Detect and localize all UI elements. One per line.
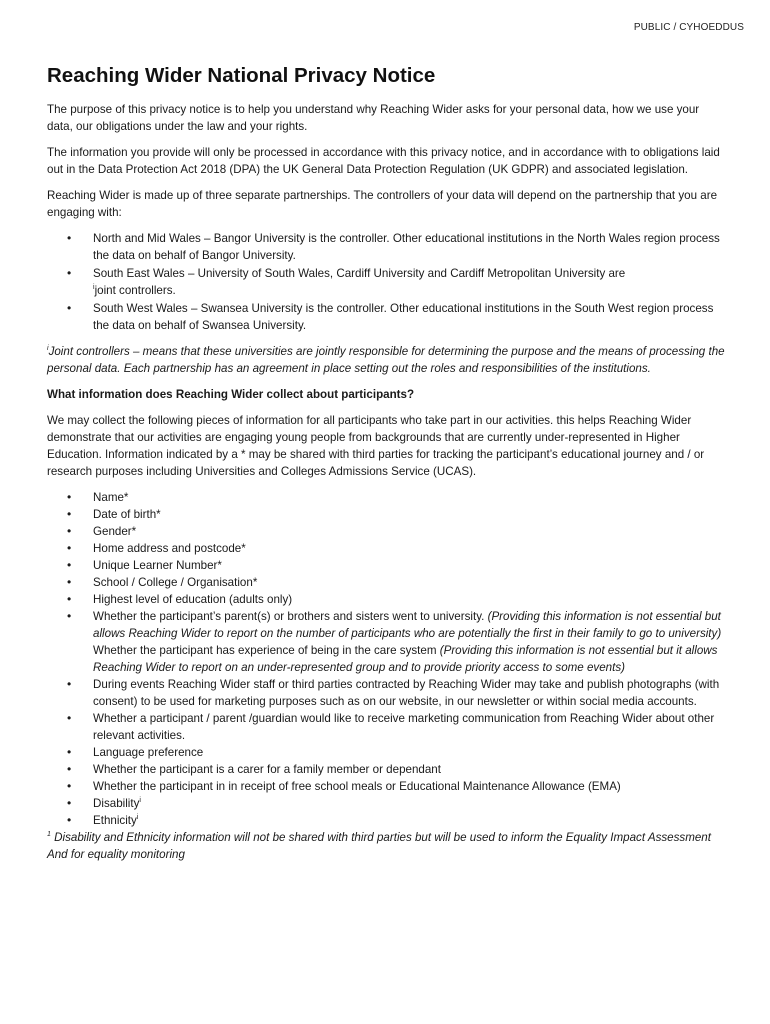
- document-body: [47, 101, 725, 872]
- joint-controllers-note: [47, 343, 725, 377]
- bullet-icon: •: [67, 677, 72, 691]
- bullet-icon: •: [67, 609, 72, 623]
- collect-intro-paragraph: We may collect the following pieces of information for all participants who take part in our activities. this helps Reaching Wider demonstrate that our activities are engaging young people from backgrounds that are currently under-represented in Higher Education. Information indicated by a * may be shared with third parties for tracking the participant’s educational journey and / or research purposes including Universities and Colleges Admissions Service (UCAS).: [47, 414, 705, 478]
- joint-controllers-text: Joint controllers – means that these universities are jointly responsible for determining the purpose and the means of processing the personal data. Each partnership has an agreement in place setting out the roles and responsibilities of the institutions.: [47, 345, 725, 375]
- list-item-text: Whether the participant’s parent(s) or brothers and sisters went to university.: [93, 610, 488, 623]
- section-heading: What information does Reaching Wider collect about participants?: [47, 388, 415, 401]
- list-item-text: Highest level of education (adults only): [93, 593, 293, 606]
- bullet-icon: •: [67, 592, 72, 606]
- bullet-icon: •: [67, 796, 72, 810]
- list-item-text: joint controllers.: [94, 284, 176, 297]
- partnership-list: [47, 230, 725, 334]
- list-item-text: Name*: [93, 491, 129, 504]
- collected-info-list: [47, 489, 725, 829]
- bullet-icon: •: [67, 745, 72, 759]
- list-item-emphasis: (Providing this information is not essential but allows Reaching Wider to report on the number of participants who are potentially the first in their family to go to university): [93, 610, 722, 640]
- list-item-fsm: [47, 778, 725, 795]
- bullet-icon: •: [67, 558, 72, 572]
- list-item-university: [47, 608, 725, 676]
- list-item-text: Language preference: [93, 746, 204, 759]
- bullet-icon: •: [67, 711, 72, 725]
- list-item-text: Gender*: [93, 525, 137, 538]
- bullet-icon: •: [67, 779, 72, 793]
- list-item-school: [47, 574, 725, 591]
- footnote-marker: 1: [47, 831, 51, 839]
- list-item-education: [47, 591, 725, 608]
- list-item-text: Whether the participant has experience of being in the care system: [93, 644, 440, 657]
- list-item-text: Whether the participant is a carer for a family member or dependant: [93, 763, 441, 776]
- list-item-south-west-wales: [47, 300, 725, 334]
- list-item-disability: [47, 795, 725, 812]
- list-item-emphasis: (Providing this information is not essential but it allows Reaching Wider to report on an under-represented group and to provide priority access to some events): [93, 644, 718, 674]
- list-item-text: Unique Learner Number*: [93, 559, 222, 572]
- bullet-icon: •: [67, 507, 72, 521]
- list-item-name: [47, 489, 725, 506]
- footnote: [47, 829, 725, 863]
- list-item-text: During events Reaching Wider staff or third parties contracted by Reaching Wider may take and publish photographs (with consent) to be used for marketing purposes such as on our website, in our newsletter or within social media accounts.: [93, 678, 720, 708]
- footnote-marker: i: [47, 345, 49, 353]
- list-item-language: [47, 744, 725, 761]
- bullet-icon: •: [67, 231, 72, 245]
- list-item-south-east-wales: [47, 265, 725, 299]
- list-item-text: Home address and postcode*: [93, 542, 246, 555]
- list-item-text: North and Mid Wales – Bangor University is the controller. Other educational institutions in the North Wales region process the data on behalf of Bangor University.: [93, 232, 720, 262]
- list-item-marketing: [47, 710, 725, 744]
- list-item-text: South West Wales – Swansea University is the controller. Other educational institutions in the South West region process the data on behalf of Swansea University.: [93, 302, 714, 332]
- list-item-ethnicity: [47, 812, 725, 829]
- bullet-icon: •: [67, 813, 72, 827]
- list-item-text: Disability: [93, 797, 140, 810]
- footnote-text: Disability and Ethnicity information will not be shared with third parties but will be used to inform the Equality Impact Assessment And for equality monitoring: [47, 831, 711, 861]
- bullet-icon: •: [67, 541, 72, 555]
- footnote-marker: i: [136, 814, 139, 822]
- page-title: Reaching Wider National Privacy Notice: [47, 64, 436, 87]
- footnote-marker: i: [139, 797, 141, 805]
- list-item-dob: [47, 506, 725, 523]
- list-item-text: School / College / Organisation*: [93, 576, 258, 589]
- bullet-icon: •: [67, 490, 72, 504]
- list-item-text: Date of birth*: [93, 508, 161, 521]
- list-item-gender: [47, 523, 725, 540]
- list-item-photos: [47, 676, 725, 710]
- list-item-north-wales: [47, 230, 725, 264]
- classification-label: PUBLIC / CYHOEDDUS: [633, 22, 744, 33]
- bullet-icon: •: [67, 524, 72, 538]
- list-item-text: South East Wales – University of South Wales, Cardiff University and Cardiff Metropolitan University are: [93, 267, 626, 280]
- list-item-text: Whether the participant in in receipt of free school meals or Educational Maintenance Allowance (EMA): [93, 780, 621, 793]
- list-item-uln: [47, 557, 725, 574]
- bullet-icon: •: [67, 575, 72, 589]
- bullet-icon: •: [67, 266, 72, 280]
- bullet-icon: •: [67, 762, 72, 776]
- list-item-address: [47, 540, 725, 557]
- list-item-text: Whether a participant / parent /guardian would like to receive marketing communication from Reaching Wider about other relevant activities.: [93, 712, 715, 742]
- list-item-carer: [47, 761, 725, 778]
- footnote-marker: i: [93, 284, 95, 292]
- intro-paragraph-legislation: The information you provide will only be processed in accordance with this privacy notice, and in accordance with to obligations laid out in the Data Protection Act 2018 (DPA) the UK General Data Protection Regulation (UK GDPR) and associated legislation.: [47, 146, 720, 176]
- intro-paragraph-partnerships: Reaching Wider is made up of three separate partnerships. The controllers of your data will depend on the partnership that you are engaging with:: [47, 189, 718, 219]
- intro-paragraph-purpose: The purpose of this privacy notice is to help you understand why Reaching Wider asks for your personal data, how we use your data, our obligations under the law and your rights.: [47, 103, 700, 133]
- bullet-icon: •: [67, 301, 72, 315]
- list-item-text: Ethnicity: [93, 814, 137, 827]
